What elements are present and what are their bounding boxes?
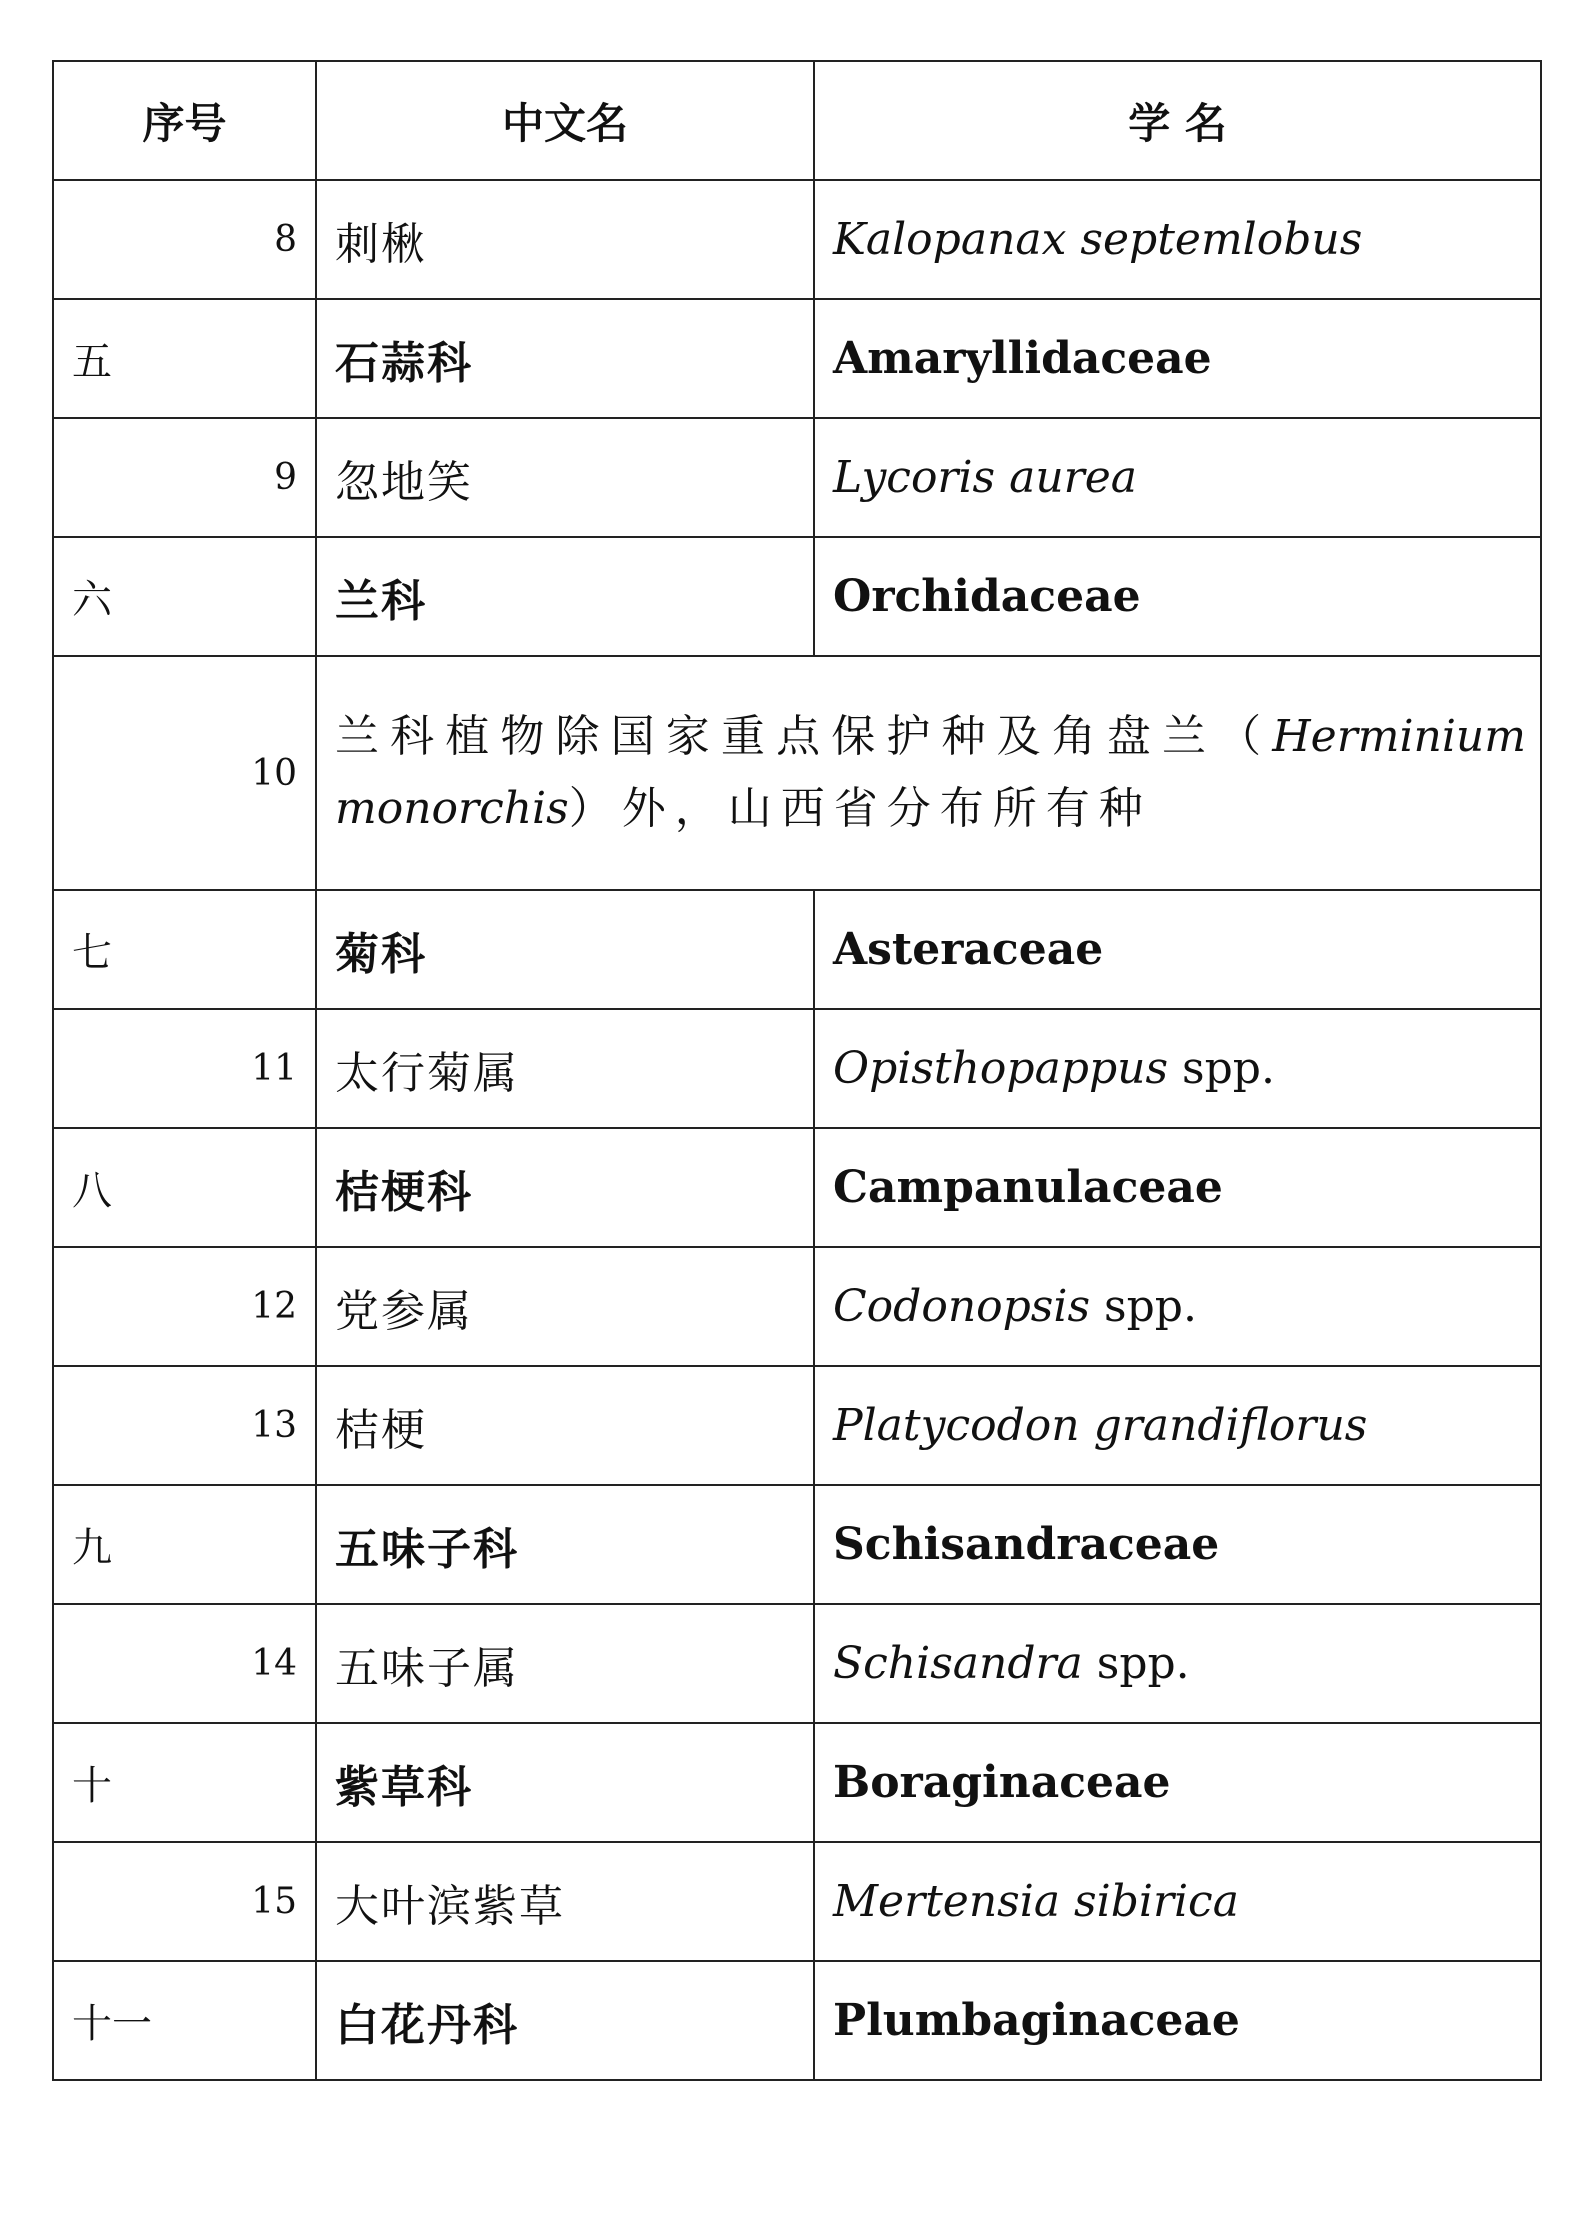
family-scientific-name: Orchidaceae [814, 537, 1541, 656]
chinese-name: 刺楸 [316, 180, 814, 299]
scientific-name [814, 1842, 1541, 1961]
chinese-name: 太行菊属 [316, 1009, 814, 1128]
chinese-name: 五味子属 [316, 1604, 814, 1723]
family-chinese-name: 菊科 [316, 890, 814, 1009]
scientific-name-italic: Schisandra [833, 1638, 1083, 1689]
family-chinese-name: 紫草科 [316, 1723, 814, 1842]
chinese-name: 党参属 [316, 1247, 814, 1366]
note-species-genus: Herminium [1272, 711, 1526, 762]
scientific-name [814, 180, 1541, 299]
chinese-name: 桔梗 [316, 1366, 814, 1485]
table-row [53, 180, 1541, 299]
family-row [53, 1961, 1541, 2080]
family-number: 七 [53, 890, 316, 1009]
serial-number: 8 [53, 180, 316, 299]
family-row [53, 537, 1541, 656]
family-chinese-name: 五味子科 [316, 1485, 814, 1604]
header-serial-number: 序号 [53, 61, 316, 180]
serial-number: 12 [53, 1247, 316, 1366]
family-row [53, 299, 1541, 418]
family-scientific-name: Asteraceae [814, 890, 1541, 1009]
family-number: 五 [53, 299, 316, 418]
serial-number: 11 [53, 1009, 316, 1128]
scientific-name [814, 1009, 1541, 1128]
scientific-name-italic: Kalopanax septemlobus [833, 214, 1363, 265]
scientific-name-italic: Lycoris aurea [833, 452, 1137, 503]
serial-number: 15 [53, 1842, 316, 1961]
table-row [53, 1842, 1541, 1961]
merged-note-cell [316, 656, 1541, 890]
serial-number: 10 [53, 656, 316, 890]
family-row [53, 1723, 1541, 1842]
scientific-name [814, 1247, 1541, 1366]
scientific-name-italic: Mertensia sibirica [833, 1876, 1239, 1927]
document-page [52, 60, 1542, 2081]
family-number: 十一 [53, 1961, 316, 2080]
table-row [53, 1009, 1541, 1128]
family-number: 九 [53, 1485, 316, 1604]
scientific-name-suffix: spp. [1090, 1281, 1197, 1332]
scientific-name [814, 1604, 1541, 1723]
note-species-epithet: monorchis [335, 783, 569, 834]
family-number: 六 [53, 537, 316, 656]
family-scientific-name: Campanulaceae [814, 1128, 1541, 1247]
scientific-name [814, 418, 1541, 537]
scientific-name-suffix: spp. [1168, 1043, 1275, 1094]
family-chinese-name: 桔梗科 [316, 1128, 814, 1247]
note-text-start: 兰科植物除国家重点保护种及角盘兰（ [335, 711, 1273, 762]
family-scientific-name: Plumbaginaceae [814, 1961, 1541, 2080]
scientific-name-italic: Codonopsis [833, 1281, 1091, 1332]
family-chinese-name: 白花丹科 [316, 1961, 814, 2080]
scientific-name [814, 1366, 1541, 1485]
table-header-row [53, 61, 1541, 180]
family-row [53, 890, 1541, 1009]
family-chinese-name: 石蒜科 [316, 299, 814, 418]
chinese-name: 忽地笑 [316, 418, 814, 537]
chinese-name: 大叶滨紫草 [316, 1842, 814, 1961]
family-scientific-name: Boraginaceae [814, 1723, 1541, 1842]
scientific-name-suffix: spp. [1082, 1638, 1190, 1689]
family-scientific-name: Schisandraceae [814, 1485, 1541, 1604]
header-chinese-name: 中文名 [316, 61, 814, 180]
serial-number: 13 [53, 1366, 316, 1485]
family-row [53, 1128, 1541, 1247]
scientific-name-italic: Opisthopappus [833, 1043, 1169, 1094]
table-row [53, 1366, 1541, 1485]
family-number: 十 [53, 1723, 316, 1842]
serial-number: 14 [53, 1604, 316, 1723]
family-chinese-name: 兰科 [316, 537, 814, 656]
table-row [53, 1247, 1541, 1366]
serial-number: 9 [53, 418, 316, 537]
header-scientific-name: 学 名 [814, 61, 1541, 180]
family-number: 八 [53, 1128, 316, 1247]
table-row [53, 1604, 1541, 1723]
note-text-end: ）外，山西省分布所有种 [568, 783, 1152, 834]
table-row [53, 418, 1541, 537]
table-row-note [53, 656, 1541, 890]
family-scientific-name: Amaryllidaceae [814, 299, 1541, 418]
scientific-name-italic: Platycodon grandiflorus [833, 1400, 1368, 1451]
protected-plant-table [52, 60, 1542, 2081]
family-row [53, 1485, 1541, 1604]
